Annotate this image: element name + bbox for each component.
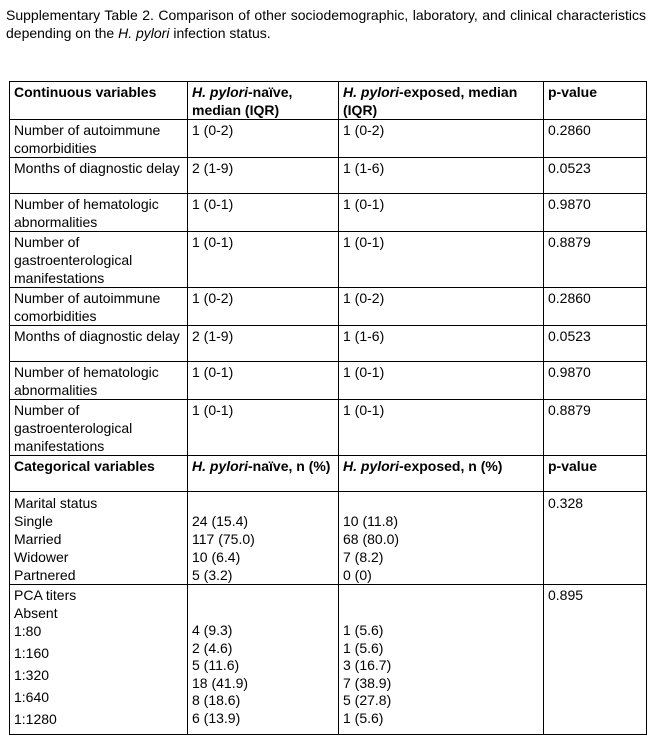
p-value-cell: 0.0523 [544,158,647,194]
p-value-cell: 0.9870 [544,194,647,232]
naive-median-cell: 1 (0-1) [188,194,339,232]
marital-naive [188,492,339,585]
p-value-cell: 0.8879 [544,400,647,456]
exposed-median-cell: 1 (0-1) [339,194,544,232]
header-exposed-median [339,82,544,120]
pca-item-naive: 8 (18.6) [192,692,241,708]
table-row [10,362,647,400]
naive-median-cell: 2 (1-9) [188,326,339,362]
pca-item-label: 1:1280 [14,711,57,727]
continuous-label: Number of autoimmune comorbidities [10,288,188,326]
naive-median-cell: 2 (1-9) [188,158,339,194]
p-value-cell: 0.2860 [544,120,647,158]
pca-item-label: 1:80 [14,623,42,639]
table-row [10,194,647,232]
table-row [10,232,647,288]
marital-item-naive: 5 (3.2) [192,567,233,583]
marital-labels [10,492,188,585]
header-exposed-n-rest: -exposed, n (%) [399,458,503,474]
pca-item-exposed: 5 (27.8) [343,692,392,708]
caption-suffix: infection status. [169,25,271,41]
naive-median-cell: 1 (0-2) [188,120,339,158]
supplementary-table [9,81,647,735]
header-naive-median [188,82,339,120]
pca-item-exposed: 1 (5.6) [343,709,384,726]
marital-item-naive: 10 (6.4) [192,549,241,565]
continuous-label: Number of gastroenterological manifestations [10,232,188,288]
marital-item-exposed: 10 (11.8) [343,513,398,529]
exposed-median-cell: 1 (0-1) [339,362,544,400]
naive-median-cell: 1 (0-1) [188,400,339,456]
pca-item-label: 1:320 [14,667,50,683]
marital-item-label: Single [14,513,53,529]
p-value-cell: 0.8879 [544,232,647,288]
pca-titers-row [10,585,647,735]
exposed-median-cell: 1 (0-1) [339,232,544,288]
header-p-value: p-value [544,82,647,120]
p-value-cell: 0.0523 [544,326,647,362]
pca-naive [188,585,339,735]
header-exposed-rest: -exposed, median (IQR) [343,84,518,118]
marital-item-naive: 117 (75.0) [192,531,255,547]
table-row [10,120,647,158]
header-exposed-n [339,456,544,492]
header-naive-n-rest: -naïve, n (%) [248,458,331,474]
header-naive-n-italic: H. pylori [192,458,249,474]
pca-item-naive: 18 (41.9) [192,674,249,691]
marital-exposed [339,492,544,585]
pca-title: PCA titers [14,587,77,603]
p-value-cell: 0.9870 [544,362,647,400]
pca-p-value: 0.895 [544,585,647,735]
naive-median-cell: 1 (0-2) [188,288,339,326]
continuous-label: Number of gastroenterological manifestations [10,400,188,456]
header-continuous-variables: Continuous variables [10,82,188,120]
header-naive-n [188,456,339,492]
marital-status-row [10,492,647,585]
continuous-label: Number of hematologic abnormalities [10,362,188,400]
pca-item-naive: 2 (4.6) [192,639,233,656]
table-row [10,400,647,456]
exposed-median-cell: 1 (0-2) [339,288,544,326]
pca-item-exposed: 3 (16.7) [343,657,392,673]
exposed-median-cell: 1 (0-2) [339,120,544,158]
categorical-header-row [10,456,647,492]
caption-italic: H. pylori [118,25,170,41]
continuous-label: Number of hematologic abnormalities [10,194,188,232]
marital-p-value: 0.328 [544,492,647,585]
pca-item-exposed: 1 (5.6) [343,639,384,656]
table-row [10,326,647,362]
header-categorical-variables: Categorical variables [10,456,188,492]
marital-item-exposed: 68 (80.0) [343,531,400,547]
header-exposed-n-italic: H. pylori [343,458,400,474]
pca-item-label: 1:640 [14,689,50,705]
marital-item-naive: 24 (15.4) [192,513,249,529]
pca-item-naive: 4 (9.3) [192,622,233,638]
continuous-label: Months of diagnostic delay [10,326,188,362]
marital-item-exposed: 7 (8.2) [343,549,384,565]
caption-prefix: Supplementary Table 2. Comparison of other sociodemographic, laboratory, and clinical characteristics depending on the [6,7,646,41]
exposed-median-cell: 1 (0-1) [339,400,544,456]
pca-item-exposed: 7 (38.9) [343,674,392,691]
header-p-value: p-value [544,456,647,492]
continuous-label: Number of autoimmune comorbidities [10,120,188,158]
header-exposed-italic: H. pylori [343,84,400,100]
exposed-median-cell: 1 (1-6) [339,158,544,194]
continuous-label: Months of diagnostic delay [10,158,188,194]
marital-item-exposed: 0 (0) [343,567,372,583]
continuous-header-row [10,82,647,120]
pca-item-label: 1:160 [14,645,50,661]
marital-item-label: Partnered [14,567,76,583]
p-value-cell: 0.2860 [544,288,647,326]
pca-exposed [339,585,544,735]
marital-item-label: Widower [14,549,69,565]
header-naive-italic: H. pylori [192,84,249,100]
naive-median-cell: 1 (0-1) [188,232,339,288]
table-row [10,158,647,194]
marital-item-label: Married [14,531,62,547]
exposed-median-cell: 1 (1-6) [339,326,544,362]
pca-item-label: Absent [14,605,58,621]
naive-median-cell: 1 (0-1) [188,362,339,400]
table-caption [6,6,646,42]
pca-labels [10,585,188,735]
pca-item-naive: 5 (11.6) [192,657,240,673]
pca-item-exposed: 1 (5.6) [343,622,384,638]
header-naive-rest: -naïve, median (IQR) [192,84,293,118]
table-row [10,288,647,326]
pca-item-naive: 6 (13.9) [192,709,241,726]
marital-title: Marital status [14,495,98,511]
